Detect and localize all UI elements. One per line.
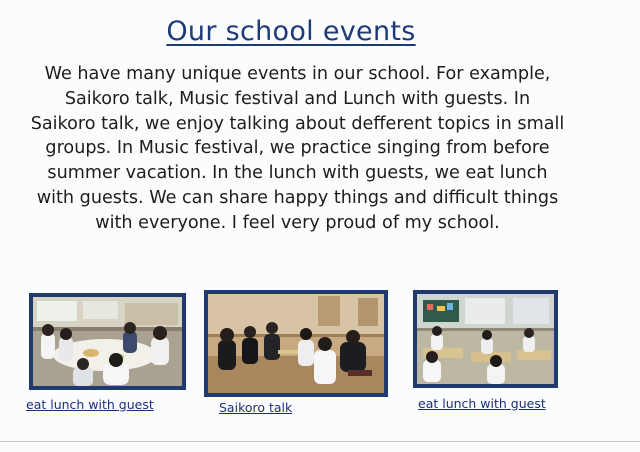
caption-lunch-right[interactable]: eat lunch with guest — [418, 396, 546, 411]
description-paragraph: We have many unique events in our school. For example, Saikoro talk, Music festival and Lunch with guests. In Saikoro talk, we enjoy talking about defferent topics in small groups. In Music festival, we practice singing from before summer vacation. In the lunch with guests, we eat lunch with guests. We can share happy things and difficult things with everyone. I feel very proud of my school. — [30, 64, 565, 233]
photo-lunch-classroom-right — [413, 290, 558, 388]
page-title — [0, 16, 582, 47]
photo-saikoro-talk — [204, 290, 388, 397]
page-divider — [0, 441, 640, 442]
page-title-text: Our school events — [166, 16, 416, 47]
saikoro-photo-image — [208, 294, 384, 393]
lunch-photo-right-image — [417, 294, 554, 384]
lunch-photo-image — [33, 297, 182, 386]
photo-lunch-classroom — [29, 293, 186, 390]
caption-saikoro[interactable]: Saikoro talk — [219, 400, 293, 415]
caption-lunch-left[interactable]: eat lunch with guest — [26, 397, 154, 412]
